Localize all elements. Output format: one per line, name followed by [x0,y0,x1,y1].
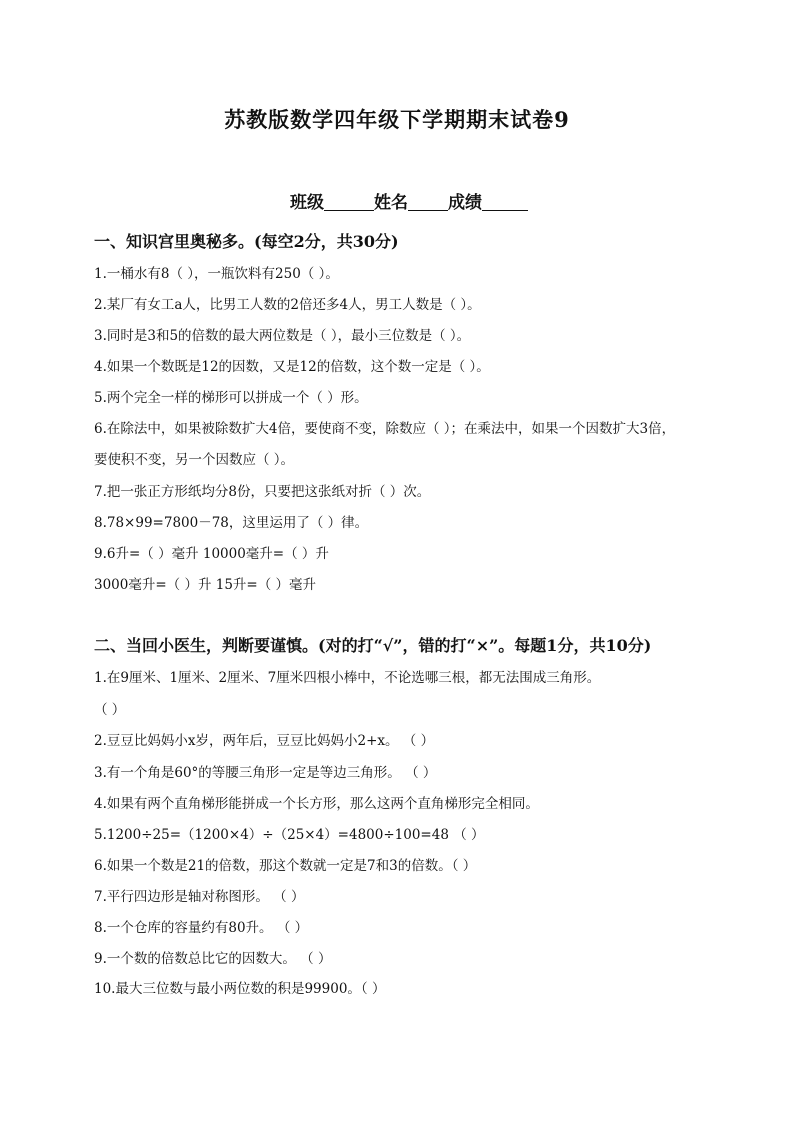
name-label: 姓名 [374,193,408,213]
score-blank [482,194,528,211]
score-label: 成绩 [448,193,482,213]
question-item: （ ） [94,702,126,718]
question-item: 3.有一个角是60°的等腰三角形一定是等边三角形。 （ ） [94,765,437,781]
question-item: 要使积不变，另一个因数应（ ）。 [94,452,295,468]
student-info-line [290,188,528,213]
question-item: 2.某厂有女工a人，比男工人数的2倍还多4人，男工人数是（ ）。 [94,297,481,313]
question-item: 3.同时是3和5的倍数的最大两位数是（ ），最小三位数是（ ）。 [94,328,471,344]
class-blank [324,194,374,211]
question-item: 9.一个数的倍数总比它的因数大。 （ ） [94,951,332,967]
question-item: 7.平行四边形是轴对称图形。 （ ） [94,889,305,905]
question-item: 9.6升=（ ）毫升 10000毫升=（ ）升 [94,546,329,562]
question-item: 1.一桶水有8（ ），一瓶饮料有250（ ）。 [94,266,339,282]
question-item: 3000毫升=（ ）升 15升=（ ）毫升 [94,577,317,593]
question-item: 7.把一张正方形纸均分8份，只要把这张纸对折（ ）次。 [94,484,431,500]
question-item: 5.两个完全一样的梯形可以拼成一个（ ）形。 [94,390,368,406]
question-item: 10.最大三位数与最小两位数的积是99900。（ ） [94,981,386,997]
question-item: 2.豆豆比妈妈小x岁，两年后，豆豆比妈妈小2+x。 （ ） [94,733,435,749]
question-item: 6.如果一个数是21的倍数，那这个数就一定是7和3的倍数。（ ） [94,858,477,874]
name-blank [408,194,448,211]
section2-heading: 二、当回小医生，判断要谨慎。(对的打“√”，错的打“×”。每题1分，共10分) [94,636,652,655]
question-item: 1.在9厘米、1厘米、2厘米、7厘米四根小棒中，不论选哪三根，都无法围成三角形。 [94,670,601,686]
question-item: 4.如果一个数既是12的因数，又是12的倍数，这个数一定是（ ）。 [94,359,490,375]
question-item: 8.一个仓库的容量约有80升。 （ ） [94,920,309,936]
question-item: 5.1200÷25=（1200×4）÷（25×4）=4800÷100=48 （ ） [94,827,485,843]
class-label: 班级 [290,193,324,213]
question-item: 4.如果有两个直角梯形能拼成一个长方形，那么这两个直角梯形完全相同。 [94,796,539,812]
question-item: 6.在除法中，如果被除数扩大4倍，要使商不变，除数应（ ）；在乘法中，如果一个因数扩大3倍， [94,421,676,437]
section1-heading: 一、知识宫里奥秘多。(每空2分，共30分) [94,232,399,251]
question-item: 8.78×99=7800－78，这里运用了（ ）律。 [94,515,369,531]
page-title: 苏教版数学四年级下学期期末试卷9 [224,107,570,132]
